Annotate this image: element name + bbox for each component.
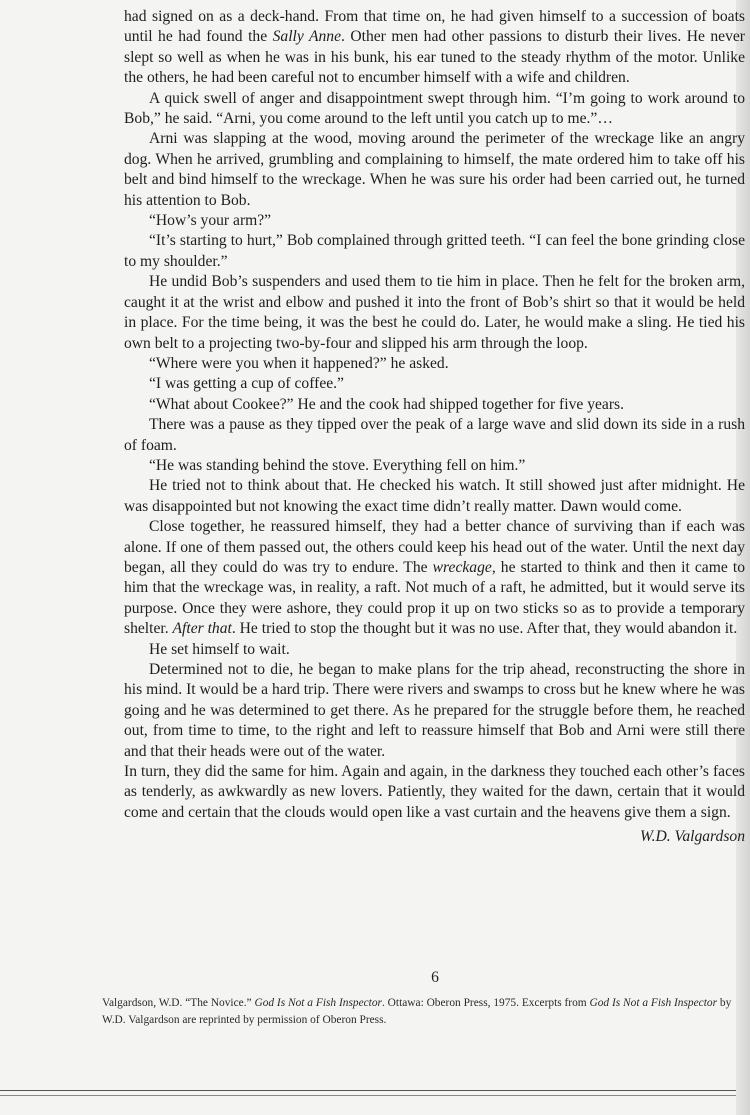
text-run: He tried not to think about that. He checked his watch. It still showed just after midnight. He was disappointed but not knowing the exact time didn’t really matter. Dawn would come.	[124, 477, 745, 515]
italic-text: God Is Not a Fish Inspector	[254, 997, 382, 1009]
source-citation	[102, 995, 740, 1029]
italic-text: God Is Not a Fish Inspector	[589, 997, 718, 1009]
paragraph	[124, 660, 745, 762]
text-run: . He tried to stop the thought but it was no use. After that, they would abandon it.	[231, 620, 738, 638]
text-run: “It’s starting to hurt,” Bob complained through gritted teeth. “I can feel the bone grinding close to my shoulder.”	[124, 232, 745, 270]
text-run: A quick swell of anger and disappointment swept through him. “I’m going to work around to Bob,” he said. “Arni, you come around to the left until you catch up to me.”…	[124, 89, 745, 128]
footer-rule	[0, 1090, 736, 1091]
text-run: “I was getting a cup of coffee.”	[149, 375, 344, 393]
paragraph	[124, 7, 745, 89]
text-run: . Other men had other passions to disturb their lives. He never slept so well as when he was in his bunk, his ear tuned to the steady rhythm of the motor. Unlike the others, he had been careful not to encumber himself with a wife and children.	[124, 28, 745, 87]
text-run: Arni was slapping at the wood, moving around the perimeter of the wreckage like an angry dog. When he arrived, grumbling and complaining to himself, the mate ordered him to take off his belt and bind himself to the wreckage. When he was sure his order had been carried out, he turned his attention to Bob.	[124, 130, 745, 209]
text-run: He undid Bob’s suspenders and used them to tie him in place. Then he felt for the broken arm, caught it at the wrist and elbow and pushed it into the front of Bob’s shirt so that it would be held in place. For the time being, it was the best he could do. Later, he would make a sling. He tied his own belt to a projecting two-by-four and slipped his arm through the loop.	[124, 273, 745, 352]
italic-text: wreckage	[432, 558, 492, 576]
paragraph	[124, 211, 745, 231]
text-run: by W.D. Valgardson are reprinted by permission of Oberon Press.	[102, 997, 732, 1026]
paragraph	[124, 517, 745, 639]
footer-rule-secondary	[0, 1095, 736, 1096]
story-text	[124, 7, 745, 848]
text-run: Valgardson, W.D. “The Novice.”	[102, 997, 255, 1009]
paragraph	[124, 272, 745, 354]
paragraph	[124, 456, 745, 476]
paragraph	[124, 89, 745, 130]
paragraph	[124, 476, 745, 517]
author-signature: W.D. Valgardson	[640, 828, 745, 846]
text-run: In turn, they did the same for him. Again and again, in the darkness they touched each other’s faces as tenderly, as awkwardly as new lovers. Patiently, they waited for the dawn, certain that it would come and certain that the clouds would open like a vast curtain and the heavens give them a sign.	[124, 763, 745, 821]
text-run: . Ottawa: Oberon Press, 1975. Excerpts from	[381, 997, 590, 1009]
text-run: “He was standing behind the stove. Everything fell on him.”	[149, 456, 526, 474]
text-run: He set himself to wait.	[149, 640, 290, 658]
paragraph	[124, 640, 745, 660]
text-run: Close together, he reassured himself, they had a better chance of surviving than if each was alone. If one of them passed out, the others could keep his head out of the water. Until the next day began, all they could do was try to endure. The	[124, 518, 745, 576]
text-run: Determined not to die, he began to make plans for the trip ahead, reconstructing the shore in his mind. It would be a hard trip. There were rivers and swamps to cross but he knew where he was going and he was determined to get there. As he prepared for the struggle before them, he reached out, from time to time, to the right and left to reassure himself that Bob and Arni were still there and that their heads were out of the water.	[124, 661, 745, 760]
paragraph-list	[124, 7, 745, 823]
italic-text: Sally Anne	[272, 28, 341, 46]
italic-text: After that	[172, 620, 232, 638]
paragraph	[124, 395, 745, 415]
text-run: “Where were you when it happened?” he asked.	[149, 354, 449, 372]
text-run: , he started to think and then it came to him that the wreckage was, in reality, a raft. Not much of a raft, he admitted, but it would serve its purpose. Once they were ashore, they could prop it up on two sticks so as to provide a temporary shelter.	[124, 558, 745, 638]
text-run: There was a pause as they tipped over the peak of a large wave and slid down its side in a rush of foam.	[124, 416, 745, 454]
paragraph	[124, 129, 745, 211]
paragraph	[124, 762, 745, 823]
text-run: “How’s your arm?”	[149, 212, 272, 230]
paragraph	[124, 415, 745, 456]
paragraph	[124, 374, 745, 394]
text-run: “What about Cookee?” He and the cook had shipped together for five years.	[149, 395, 624, 413]
page-number: 6	[431, 969, 439, 986]
paragraph	[124, 354, 745, 374]
text-run: had signed on as a deck-hand. From that time on, he had given himself to a succession of boats until he had found the	[124, 8, 745, 46]
paragraph	[124, 231, 745, 272]
